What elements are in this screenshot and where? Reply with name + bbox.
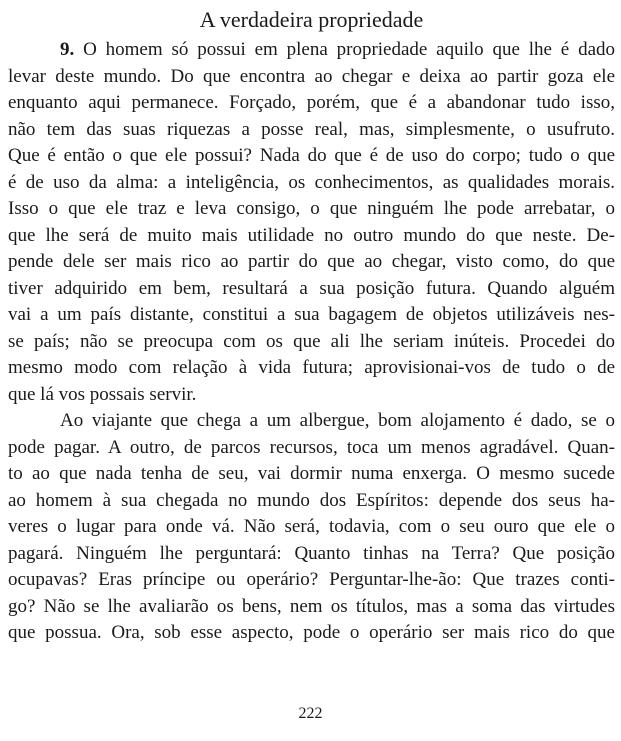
text-line: tiver adquirido em bem, resultará a sua posição futura. Quando alguém: [8, 277, 615, 299]
text-line: pode pagar. A outro, de parcos recursos, toca um menos agradável. Quan-: [8, 436, 615, 458]
text-line: que possua. Ora, sob esse aspecto, pode o operário ser mais rico do que: [8, 622, 615, 643]
text-line: Ao viajante que chega a um albergue, bom alojamento é dado, se o: [60, 410, 615, 431]
text-line: enquanto aqui permanece. Forçado, porém, que é a abandonar tudo isso,: [8, 92, 615, 113]
text-line: pende dele ser mais rico ao partir do que ao chegar, visto como, do que: [8, 251, 615, 272]
page-number: 222: [298, 705, 323, 722]
text-line: se país; não se preocupa com os que ali lhe seriam inúteis. Procedei do: [8, 330, 615, 352]
paragraph-9: [8, 37, 615, 408]
text-line: vai a um país distante, constitui a sua bagagem de objetos utilizáveis nes-: [8, 304, 615, 325]
text-line: levar deste mundo. Do que encontra ao chegar e deixa ao partir goza ele: [8, 65, 615, 87]
text-line: pagará. Ninguém lhe perguntará: Quanto tinhas na Terra? Que posição: [8, 542, 615, 564]
text-line: to ao que nada tenha de seu, vai dormir numa enxerga. O mesmo sucede: [8, 463, 615, 484]
text-line: Isso o que ele traz e leva consigo, o que ninguém lhe pode arrebatar, o: [8, 198, 615, 219]
text-line: não tem das suas riquezas a posse real, mas, simplesmente, o usufruto.: [8, 118, 615, 140]
text-line: veres o lugar para onde vá. Não será, todavia, com o seu ouro que ele o: [8, 516, 615, 537]
text-line: que lhe será de muito mais utilidade no outro mundo do que neste. De-: [8, 224, 615, 246]
text-line: é de uso da alma: a inteligência, os conhecimentos, as qualidades morais.: [8, 171, 615, 193]
text-line: 9. O homem só possui em plena propriedade aquilo que lhe é dado: [60, 39, 616, 60]
text-line: go? Não se lhe avaliarão os bens, nem os títulos, mas a soma das virtudes: [8, 595, 615, 617]
text-line: ao homem à sua chegada no mundo dos Espíritos: depende dos seus ha-: [8, 489, 615, 511]
paragraph-2: [8, 408, 615, 647]
page-content: [8, 6, 615, 647]
text-line: que lá vos possais servir.: [8, 383, 197, 405]
text-line: Que é então o que ele possui? Nada do que é de uso do corpo; tudo o que: [8, 145, 615, 166]
page-title: A verdadeira propriedade: [199, 7, 424, 32]
text-line: mesmo modo com relação à vida futura; aprovisionai-vos de tudo o de: [8, 357, 615, 378]
text-line: ocupavas? Eras príncipe ou operário? Perguntar-lhe-ão: Que trazes conti-: [8, 569, 615, 590]
paragraph-number: 9.: [60, 39, 75, 60]
